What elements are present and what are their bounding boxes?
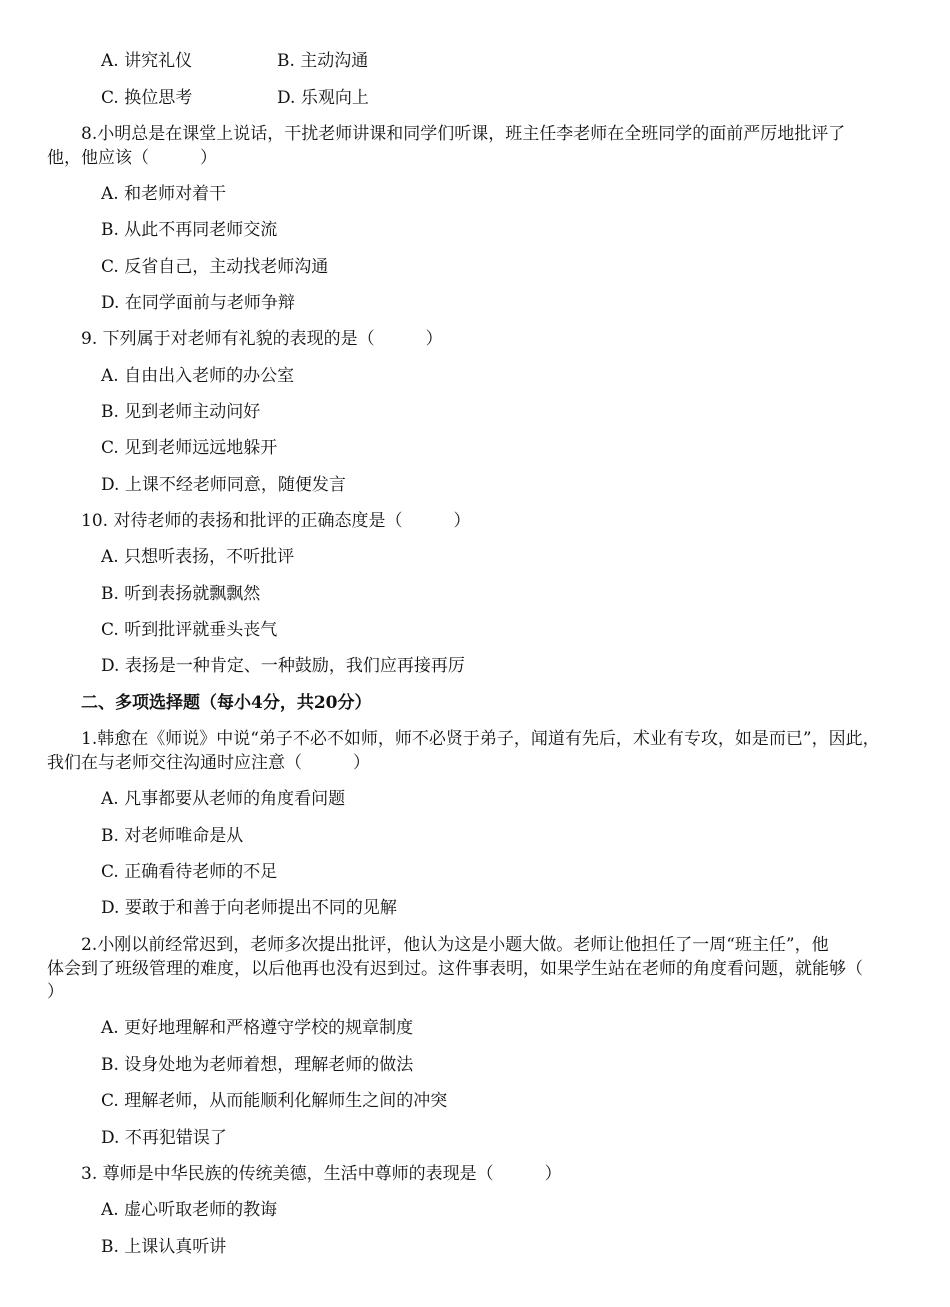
q8-option-b: B. 从此不再同老师交流 [101, 220, 278, 240]
multi-question-2-line-3: ） [47, 982, 64, 1002]
q8-option-d: D. 在同学面前与老师争辩 [101, 293, 295, 313]
m2-option-d: D. 不再犯错误了 [101, 1128, 227, 1148]
q8-option-c: C. 反省自己，主动找老师沟通 [101, 257, 329, 277]
question-10: 10. 对待老师的表扬和批评的正确态度是（ ） [81, 511, 471, 531]
m3-option-a: A. 虚心听取老师的教诲 [101, 1200, 278, 1220]
option-c: C. 换位思考 [101, 88, 193, 108]
q10-option-c: C. 听到批评就垂头丧气 [101, 620, 278, 640]
q10-option-b: B. 听到表扬就飘飘然 [101, 584, 261, 604]
q8-option-a: A. 和老师对着干 [101, 184, 227, 204]
m1-option-b: B. 对老师唯命是从 [101, 826, 244, 846]
m2-option-c: C. 理解老师，从而能顺利化解师生之间的冲突 [101, 1091, 448, 1111]
q9-option-b: B. 见到老师主动问好 [101, 402, 261, 422]
question-9: 9. 下列属于对老师有礼貌的表现的是（ ） [81, 329, 443, 349]
m1-option-c: C. 正确看待老师的不足 [101, 862, 278, 882]
m1-option-a: A. 凡事都要从老师的角度看问题 [101, 789, 346, 809]
multi-question-3: 3. 尊师是中华民族的传统美德，生活中尊师的表现是（ ） [81, 1164, 562, 1184]
multi-question-2-line-1: 2.小刚以前经常迟到，老师多次提出批评，他认为这是小题大做。老师让他担任了一周“班主任”，他 [81, 935, 829, 955]
q10-option-a: A. 只想听表扬，不听批评 [101, 547, 295, 567]
m3-option-b: B. 上课认真听讲 [101, 1237, 227, 1257]
multi-question-1-line-1: 1.韩愈在《师说》中说“弟子不必不如师，师不必贤于弟子，闻道有先后，术业有专攻，如是而已”，因此， [81, 729, 880, 749]
m1-option-d: D. 要敢于和善于向老师提出不同的见解 [101, 898, 397, 918]
m2-option-b: B. 设身处地为老师着想，理解老师的做法 [101, 1055, 414, 1075]
multi-question-2-line-2: 体会到了班级管理的难度，以后他再也没有迟到过。这件事表明，如果学生站在老师的角度看问题，就能够（ [47, 959, 863, 979]
m2-option-a: A. 更好地理解和严格遵守学校的规章制度 [101, 1018, 414, 1038]
question-8-line-2: 他，他应该（ ） [47, 148, 217, 168]
option-a: A. 讲究礼仪 [101, 51, 193, 71]
option-d: D. 乐观向上 [277, 88, 369, 108]
q10-option-d: D. 表扬是一种肯定、一种鼓励，我们应再接再厉 [101, 656, 465, 676]
q9-option-a: A. 自由出入老师的办公室 [101, 366, 295, 386]
question-8-line-1: 8.小明总是在课堂上说话，干扰老师讲课和同学们听课，班主任李老师在全班同学的面前严厉地批评了 [81, 124, 846, 144]
section-heading: 二、多项选择题（每小4分，共20分） [81, 693, 372, 713]
q9-option-c: C. 见到老师远远地躲开 [101, 438, 278, 458]
option-b: B. 主动沟通 [277, 51, 369, 71]
q9-option-d: D. 上课不经老师同意，随便发言 [101, 475, 346, 495]
multi-question-1-line-2: 我们在与老师交往沟通时应注意（ ） [47, 753, 370, 773]
